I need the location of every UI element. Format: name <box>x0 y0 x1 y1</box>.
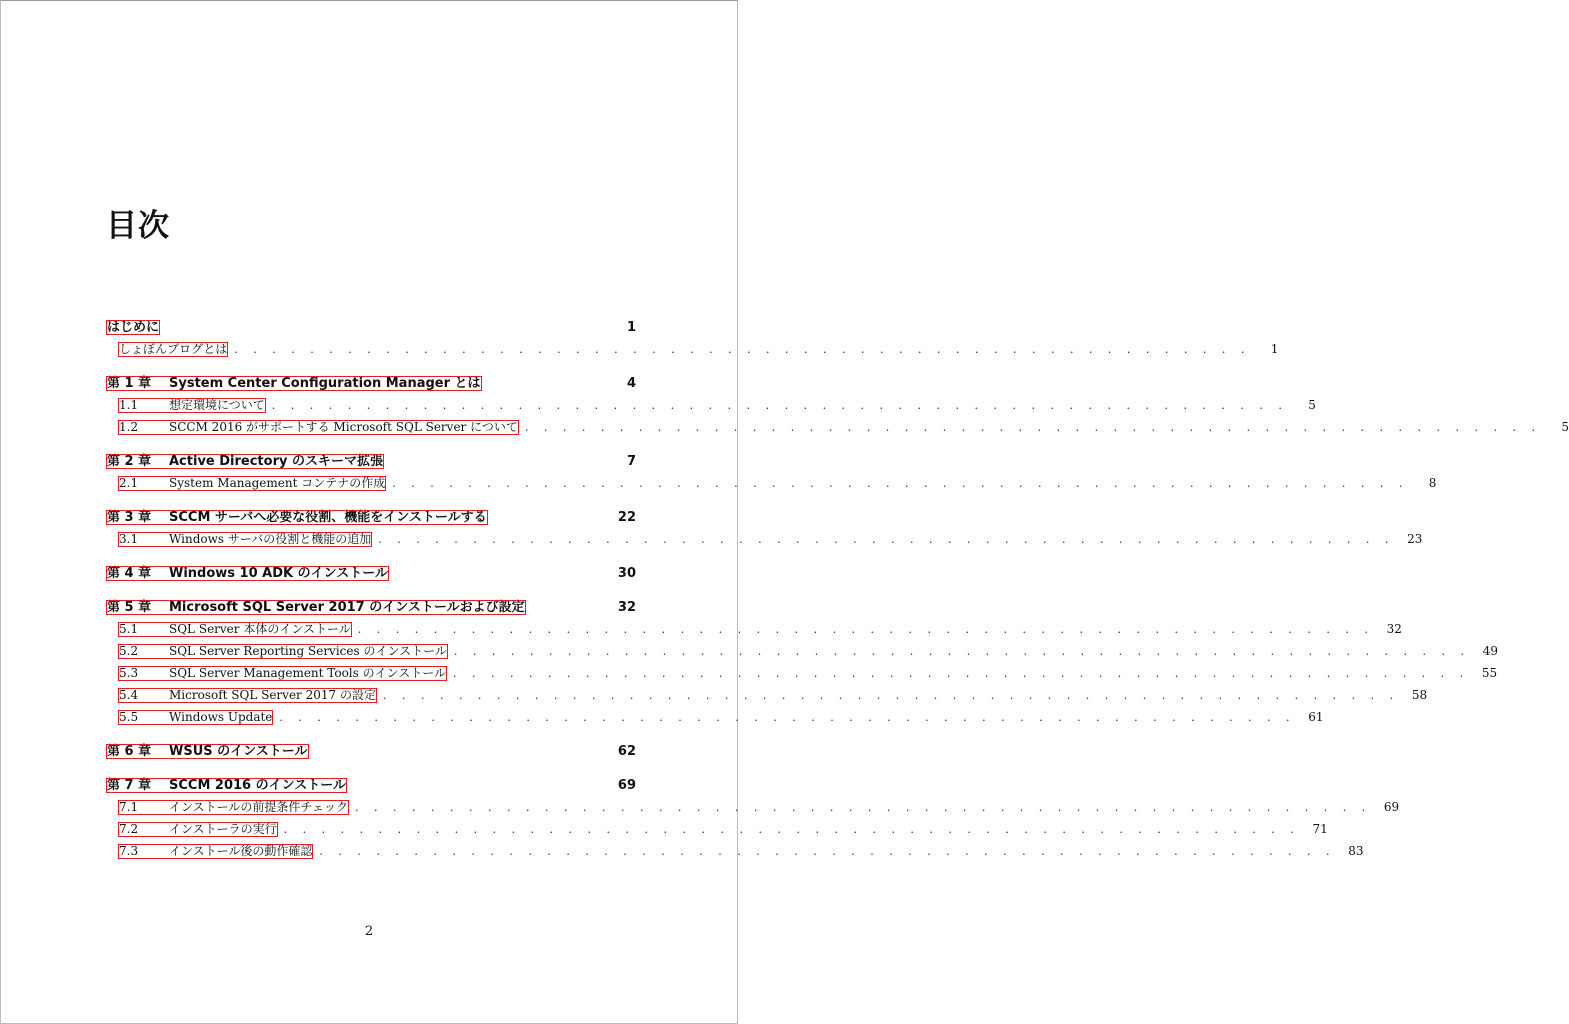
chapter-page-number: 30 <box>617 566 636 581</box>
toc-section-link[interactable] <box>118 800 349 815</box>
toc-chapter-link[interactable] <box>106 778 347 793</box>
section-title: SCCM 2016 がサポートする Microsoft SQL Server について <box>169 420 518 434</box>
dot-leader: . . . . . . . . . . . . . . . . . . . . . . . . . . . . . . . . . . . . . . . . . . . . . . . . . . . . . . <box>378 533 1395 546</box>
toc-section-row <box>106 800 1400 822</box>
dot-leader: . . . . . . . . . . . . . . . . . . . . . . . . . . . . . . . . . . . . . . . . . . . . . . . . . . . . . . <box>357 623 1374 636</box>
section-page-number: 55 <box>1481 666 1498 680</box>
section-page-number: 5 <box>1561 420 1569 434</box>
section-number: 7.1 <box>119 800 139 814</box>
toc-chapter-link[interactable] <box>106 320 160 335</box>
toc-section-link[interactable] <box>118 420 519 435</box>
section-number: 1.1 <box>119 398 139 412</box>
chapter-number: 第 4 章 <box>107 566 152 581</box>
dot-leader: . . . . . . . . . . . . . . . . . . . . . . . . . . . . . . . . . . . . . . . . . . . . . . . . . . . . . . <box>271 399 1288 412</box>
dot-leader: . . . . . . . . . . . . . . . . . . . . . . . . . . . . . . . . . . . . . . . . . . . . . . . . . . . . . . <box>279 711 1296 724</box>
dot-leader: . . . . . . . . . . . . . . . . . . . . . . . . . . . . . . . . . . . . . . . . . . . . . . . . . . . . . . <box>453 645 1471 658</box>
toc-section-link[interactable] <box>118 666 447 681</box>
section-number: 3.1 <box>119 532 139 546</box>
toc-chapter-row <box>106 376 636 398</box>
section-title: インストールの前提条件チェック <box>169 800 349 814</box>
dot-leader: . . . . . . . . . . . . . . . . . . . . . . . . . . . . . . . . . . . . . . . . . . . . . . . . . . . . . . <box>283 823 1300 836</box>
toc-section-link[interactable] <box>118 476 386 491</box>
toc-chapter <box>106 566 636 588</box>
section-title: Windows サーバの役割と機能の追加 <box>169 532 372 546</box>
footer-page-number: 2 <box>364 924 374 939</box>
section-title: インストーラの実行 <box>169 822 277 836</box>
chapter-page-number: 62 <box>617 744 636 759</box>
chapter-number: 第 2 章 <box>107 454 152 469</box>
toc-section-row <box>106 844 1364 866</box>
chapter-page-number: 32 <box>617 600 636 615</box>
toc-section-row <box>106 644 1499 666</box>
section-page-number: 1 <box>1270 342 1279 356</box>
dot-leader: . . . . . . . . . . . . . . . . . . . . . . . . . . . . . . . . . . . . . . . . . . . . . . . . . . . . . . <box>453 667 1470 680</box>
dot-leader: . . . . . . . . . . . . . . . . . . . . . . . . . . . . . . . . . . . . . . . . . . . . . . . . . . . . . . <box>355 801 1372 814</box>
toc-chapter-row <box>106 744 636 766</box>
toc-chapter-link[interactable] <box>106 376 482 391</box>
chapter-page-number: 69 <box>617 778 636 793</box>
chapter-title: Active Directory のスキーマ拡張 <box>169 454 383 469</box>
toc-section-link[interactable] <box>118 822 278 837</box>
toc-section-link[interactable] <box>118 644 448 659</box>
dot-leader: . . . . . . . . . . . . . . . . . . . . . . . . . . . . . . . . . . . . . . . . . . . . . . . . . . . . . . <box>524 421 1541 434</box>
chapter-page-number: 1 <box>626 320 636 335</box>
toc-chapter-link[interactable] <box>106 566 389 581</box>
toc-chapter <box>106 320 1279 364</box>
dot-leader: . . . . . . . . . . . . . . . . . . . . . . . . . . . . . . . . . . . . . . . . . . . . . . . . . . . . . . <box>234 343 1251 356</box>
section-number: 7.2 <box>119 822 139 836</box>
section-number: 5.1 <box>119 622 139 636</box>
toc-section-row <box>106 622 1402 644</box>
section-page-number: 49 <box>1482 644 1499 658</box>
table-of-contents <box>106 320 1569 878</box>
section-title: Windows Update <box>169 710 273 724</box>
section-number: 5.5 <box>119 710 139 724</box>
section-title: しょぼんブログとは <box>119 342 228 356</box>
toc-section-link[interactable] <box>118 622 352 637</box>
section-number: 5.2 <box>119 644 139 658</box>
toc-chapter <box>106 454 1437 498</box>
toc-chapter <box>106 600 1499 732</box>
toc-chapter-link[interactable] <box>106 600 526 615</box>
section-title: SQL Server 本体のインストール <box>169 622 351 636</box>
toc-section-link[interactable] <box>118 398 266 413</box>
toc-section-row <box>106 688 1428 710</box>
chapter-number: 第 1 章 <box>107 376 152 391</box>
chapter-number: 第 6 章 <box>107 744 152 759</box>
toc-section-row <box>106 822 1328 844</box>
toc-chapter-row <box>106 454 636 476</box>
chapter-title: WSUS のインストール <box>169 744 308 759</box>
toc-chapter-row <box>106 510 636 532</box>
toc-section-row <box>106 342 1279 364</box>
chapter-page-number: 7 <box>626 454 636 469</box>
toc-section-link[interactable] <box>118 710 273 725</box>
toc-section-link[interactable] <box>118 342 228 357</box>
chapter-number: 第 5 章 <box>107 600 152 615</box>
toc-section-row <box>106 710 1324 732</box>
toc-section-row <box>106 476 1437 498</box>
chapter-title: SCCM サーバへ必要な役割、機能をインストールする <box>169 510 487 525</box>
section-number: 5.3 <box>119 666 139 680</box>
section-number: 5.4 <box>119 688 139 702</box>
chapter-page-number: 22 <box>617 510 636 525</box>
toc-section-row <box>106 398 1316 420</box>
section-page-number: 58 <box>1411 688 1428 702</box>
section-title: 想定環境について <box>169 398 265 412</box>
section-number: 1.2 <box>119 420 139 434</box>
section-page-number: 32 <box>1386 622 1402 636</box>
toc-chapter-link[interactable] <box>106 454 384 469</box>
toc-chapter <box>106 510 1423 554</box>
toc-chapter-row <box>106 320 636 342</box>
toc-chapter <box>106 778 1400 866</box>
chapter-title: はじめに <box>107 320 160 335</box>
toc-chapter <box>106 376 1569 442</box>
section-title: System Management コンテナの作成 <box>169 476 386 490</box>
section-title: Microsoft SQL Server 2017 の設定 <box>169 688 376 702</box>
dot-leader: . . . . . . . . . . . . . . . . . . . . . . . . . . . . . . . . . . . . . . . . . . . . . . . . . . . . . . <box>392 477 1409 490</box>
section-title: SQL Server Reporting Services のインストール <box>169 644 447 658</box>
chapter-number: 第 3 章 <box>107 510 152 525</box>
toc-chapter-link[interactable] <box>106 744 309 759</box>
page-title: 目次 <box>106 208 170 244</box>
section-page-number: 61 <box>1308 710 1324 724</box>
section-number: 7.3 <box>119 844 139 858</box>
toc-section-link[interactable] <box>118 532 372 547</box>
toc-chapter-row <box>106 778 636 800</box>
section-page-number: 71 <box>1312 822 1328 836</box>
toc-chapter-row <box>106 600 636 622</box>
toc-chapter-link[interactable] <box>106 510 488 525</box>
section-number: 2.1 <box>119 476 139 490</box>
chapter-page-number: 4 <box>626 376 636 391</box>
toc-section-link[interactable] <box>118 844 313 859</box>
dot-leader: . . . . . . . . . . . . . . . . . . . . . . . . . . . . . . . . . . . . . . . . . . . . . . . . . . . . . . <box>382 689 1400 702</box>
section-page-number: 23 <box>1407 532 1423 546</box>
chapter-title: Microsoft SQL Server 2017 のインストールおよび設定 <box>169 600 525 615</box>
toc-chapter-row <box>106 566 636 588</box>
toc-section-row <box>106 420 1569 442</box>
toc-chapter <box>106 744 636 766</box>
section-title: SQL Server Management Tools のインストール <box>169 666 447 680</box>
chapter-number: 第 7 章 <box>107 778 152 793</box>
toc-section-row <box>106 532 1423 554</box>
dot-leader: . . . . . . . . . . . . . . . . . . . . . . . . . . . . . . . . . . . . . . . . . . . . . . . . . . . . . . <box>319 845 1336 858</box>
section-page-number: 69 <box>1383 800 1400 814</box>
section-page-number: 83 <box>1348 844 1364 858</box>
toc-section-row <box>106 666 1498 688</box>
section-page-number: 5 <box>1308 398 1316 412</box>
chapter-title: SCCM 2016 のインストール <box>169 778 346 793</box>
toc-section-link[interactable] <box>118 688 377 703</box>
chapter-title: Windows 10 ADK のインストール <box>169 566 388 581</box>
section-page-number: 8 <box>1428 476 1437 490</box>
chapter-title: System Center Configuration Manager とは <box>169 376 481 391</box>
section-title: インストール後の動作確認 <box>169 844 313 858</box>
